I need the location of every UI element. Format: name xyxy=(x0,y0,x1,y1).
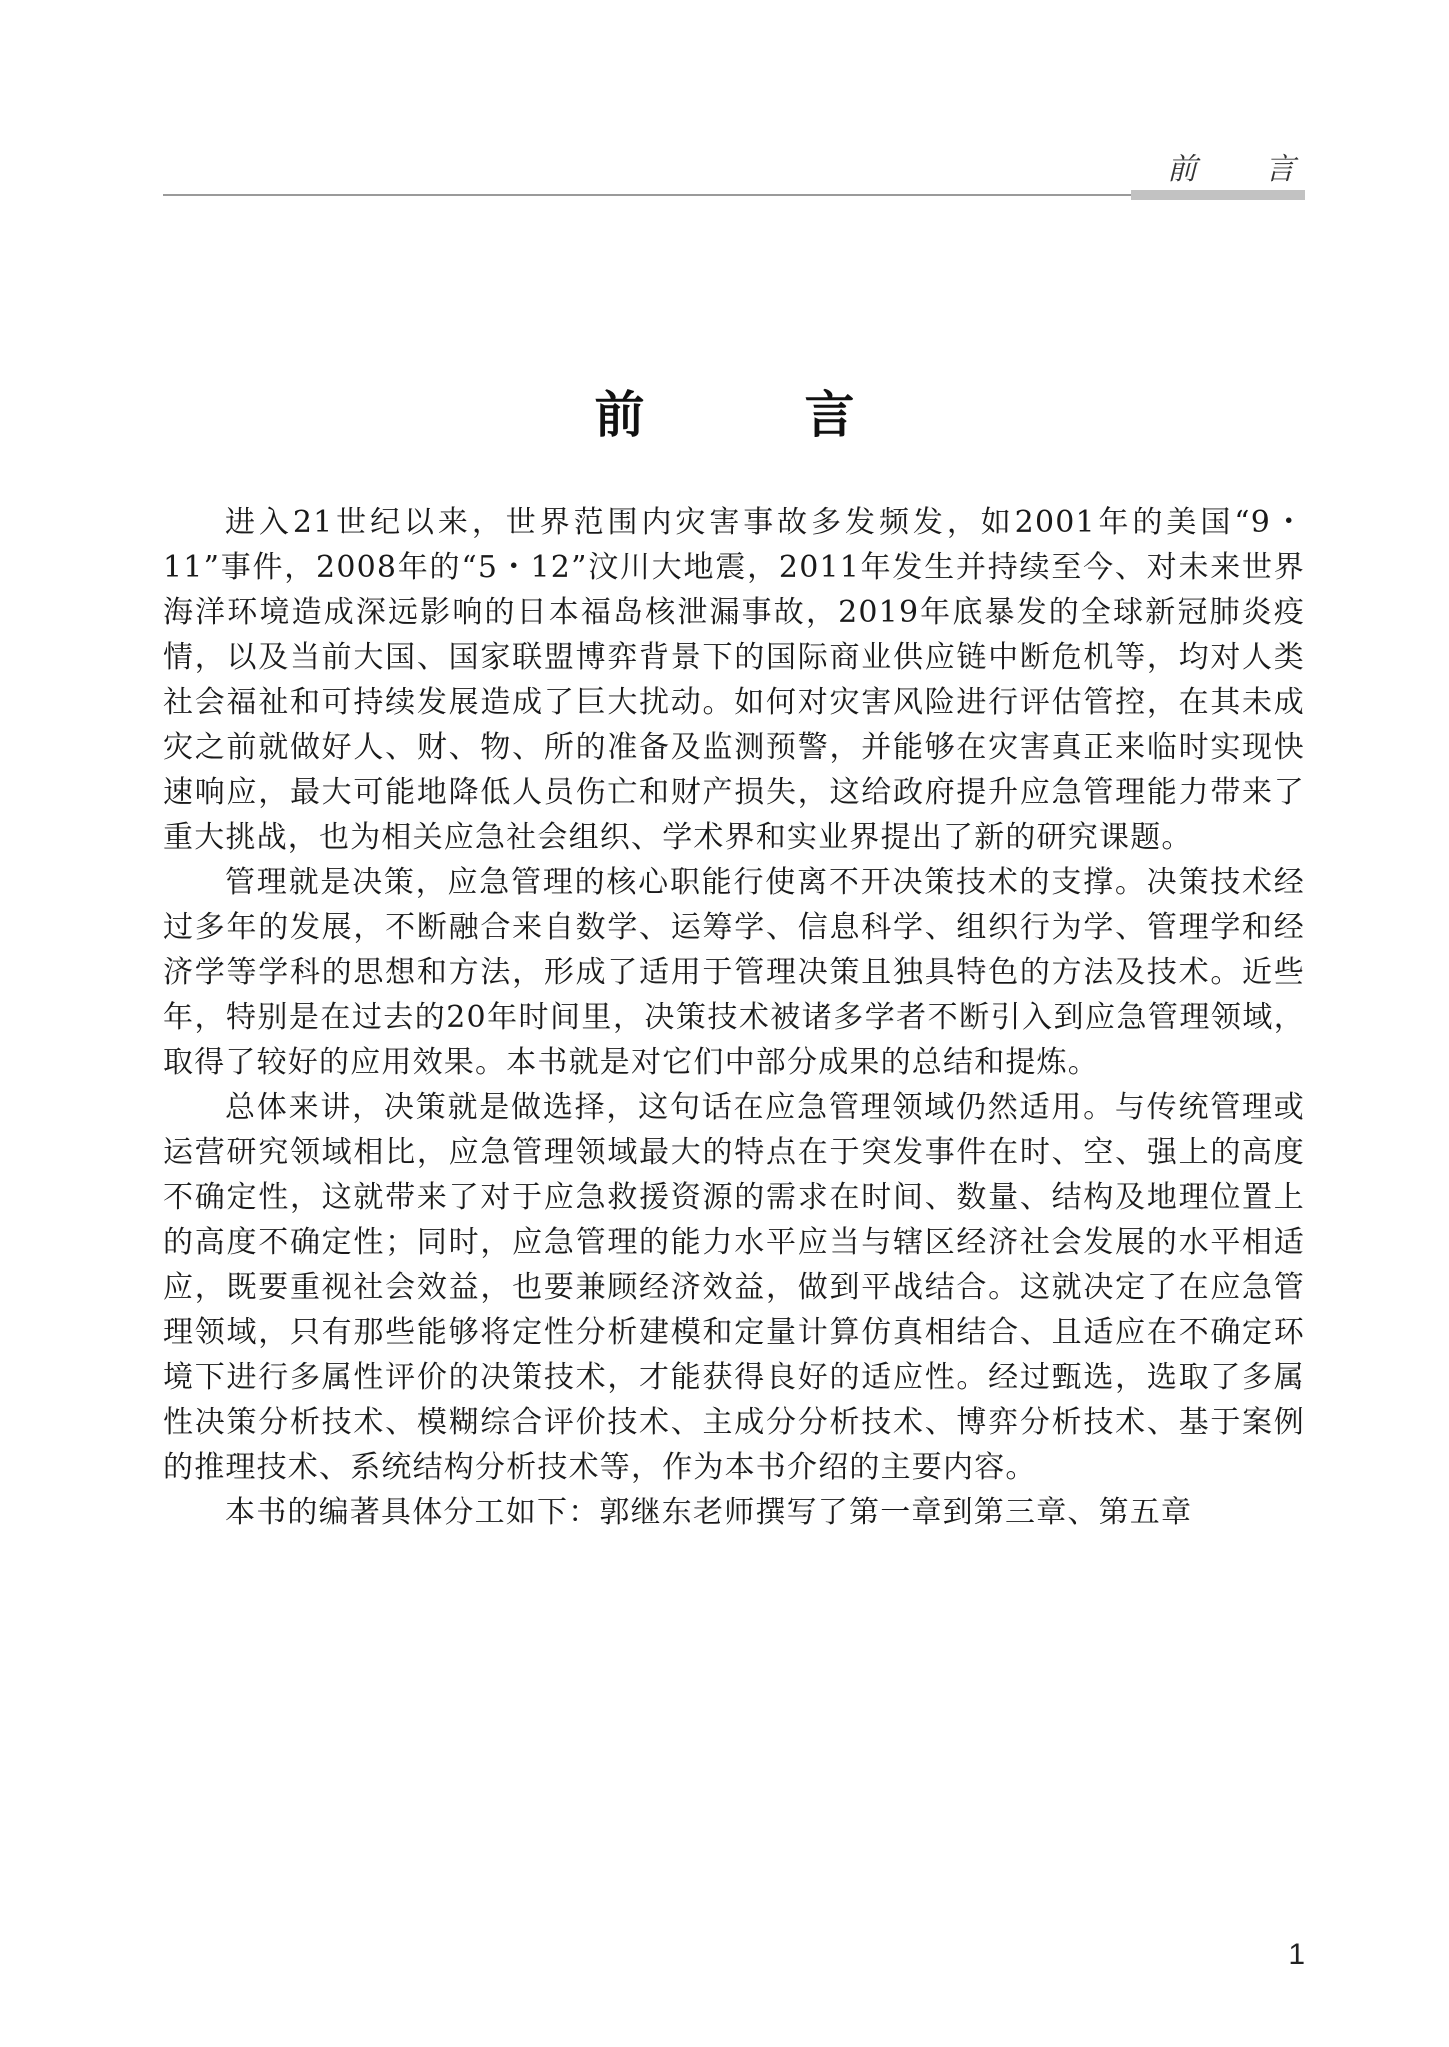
paragraph-4: 本书的编著具体分工如下：郭继东老师撰写了第一章到第三章、第五章 xyxy=(225,1495,1193,1530)
paragraph-1: 进入21世纪以来，世界范围内灾害事故多发频发，如2001年的美国“9・11”事件，2008年的“5・12”汶川大地震，2011年发生并持续至今、对未来世界海洋环境造成深远影响的日本福岛核泄漏事故，2019年底暴发的全球新冠肺炎疫情，以及当前大国、国家联盟博弈背景下的国际商业供应链中断危机等，均对人类社会福祉和可持续发展造成了巨大扰动。如何对灾害风险进行评估管控，在其未成灾之前就做好人、财、物、所的准备及监测预警，并能够在灾害真正来临时实现快速响应，最大可能地降低人员伤亡和财产损失，这给政府提升应急管理能力带来了重大挑战，也为相关应急社会组织、学术界和实业界提出了新的研究课题。 xyxy=(163,505,1305,855)
paragraph-2: 管理就是决策，应急管理的核心职能行使离不开决策技术的支撑。决策技术经过多年的发展，不断融合来自数学、运筹学、信息科学、组织行为学、管理学和经济学等学科的思想和方法，形成了适用于管理决策且独具特色的方法及技术。近些年，特别是在过去的20年时间里，决策技术被诸多学者不断引入到应急管理领域，取得了较好的应用效果。本书就是对它们中部分成果的总结和提炼。 xyxy=(163,865,1305,1080)
running-header xyxy=(163,150,1363,202)
page-number: 1 xyxy=(1288,1938,1305,1971)
header-rule-accent xyxy=(1131,190,1305,200)
paragraph-3: 总体来讲，决策就是做选择，这句话在应急管理领域仍然适用。与传统管理或运营研究领域相比，应急管理领域最大的特点在于突发事件在时、空、强上的高度不确定性，这就带来了对于应急救援资源的需求在时间、数量、结构及地理位置上的高度不确定性；同时，应急管理的能力水平应当与辖区经济社会发展的水平相适应，既要重视社会效益，也要兼顾经济效益，做到平战结合。这就决定了在应急管理领域，只有那些能够将定性分析建模和定量计算仿真相结合、且适应在不确定环境下进行多属性评价的决策技术，才能获得良好的适应性。经过甄选，选取了多属性决策分析技术、模糊综合评价技术、主成分分析技术、博弈分析技术、基于案例的推理技术、系统结构分析技术等，作为本书介绍的主要内容。 xyxy=(163,1090,1305,1485)
running-header-title: 前言 xyxy=(1167,152,1363,187)
chapter-title: 前言 xyxy=(594,385,1015,444)
body-text xyxy=(163,500,1305,1535)
